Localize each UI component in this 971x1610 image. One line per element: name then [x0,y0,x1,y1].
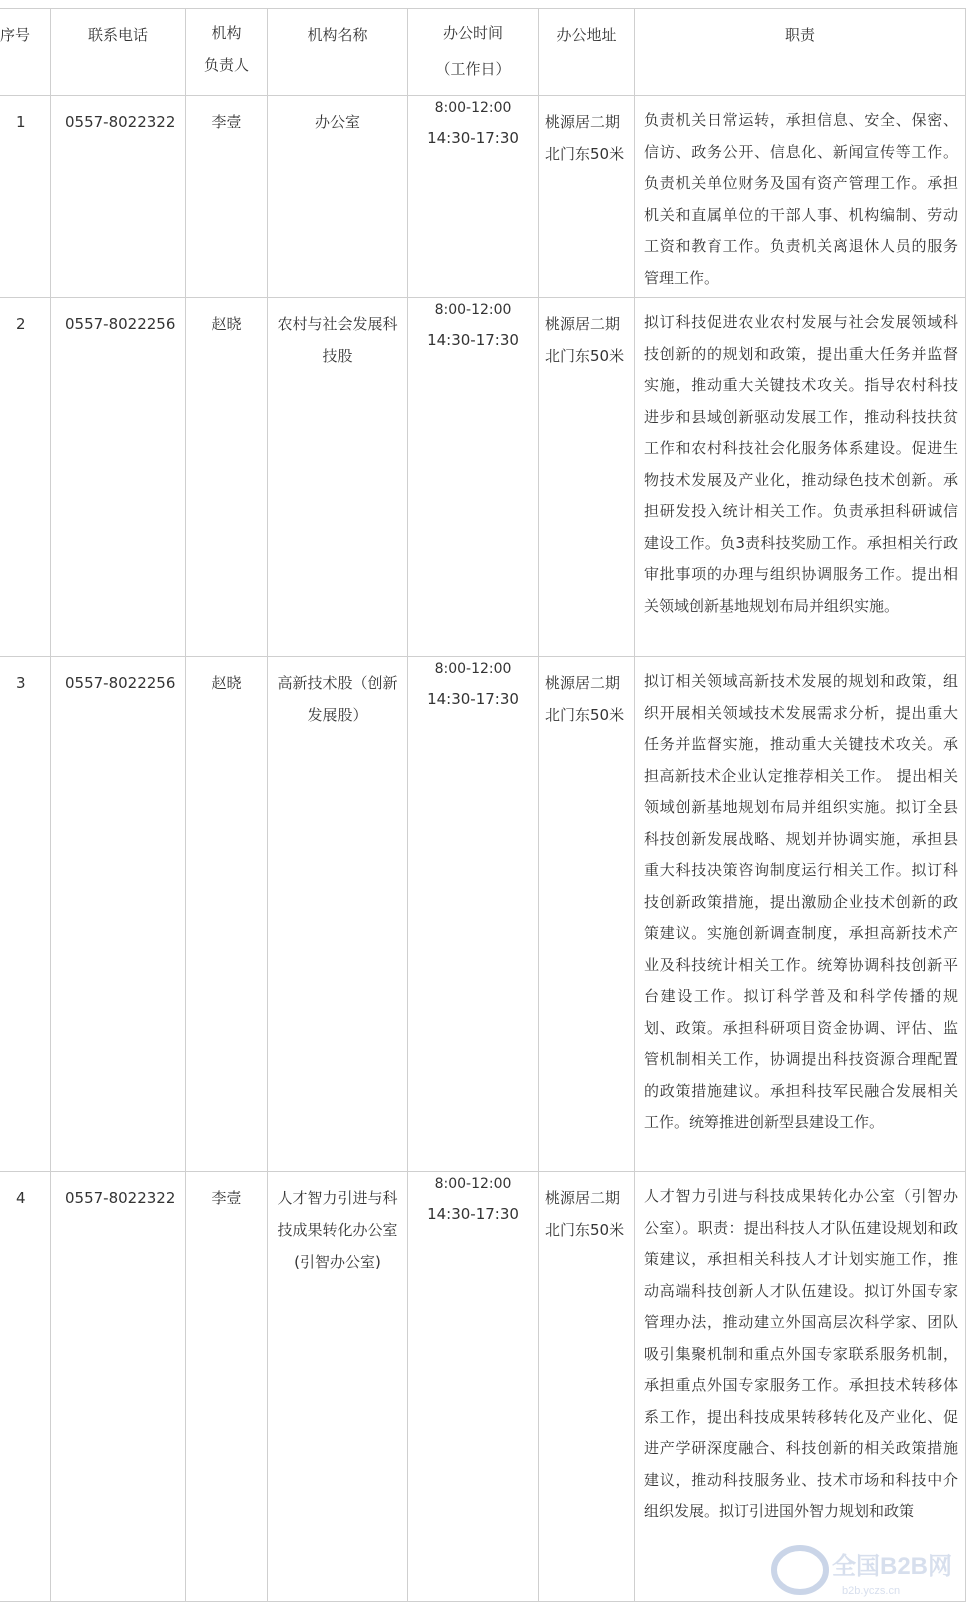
watermark-logo [760,1530,970,1610]
org-table [0,8,966,1602]
row-phone: 0557-8022256 [50,657,185,1171]
header-hours-line2: （工作日） [435,60,511,78]
header-leader-line1: 机构 [211,24,242,42]
header-seq: 序号 [0,26,31,44]
row-seq: 3 [16,674,26,692]
row-hours-pm: 14:30-17:30 [427,1205,519,1223]
row-hours-am: 8:00-12:00 [434,1176,512,1192]
header-hours [407,9,538,95]
table-row [0,95,966,297]
row-address: 桃源居二期北门东50米 [538,1172,634,1601]
watermark-text: 全国B2B网 [832,1553,953,1580]
row-hours [407,298,538,656]
header-leader-line2: 负责人 [203,56,249,74]
row-hours-pm: 14:30-17:30 [427,690,519,708]
row-org-name: 高新技术股（创新发展股） [267,657,407,1171]
table-header-row [0,8,966,95]
row-seq: 1 [16,113,26,131]
row-hours-am: 8:00-12:00 [434,100,512,116]
row-phone: 0557-8022322 [50,96,185,297]
row-duty: 拟订相关领域高新技术发展的规划和政策，组织开展相关领域技术发展需求分析，提出重大任务并监督实施，推动重大关键技术攻关。承担高新技术企业认定推荐相关工作。 提出相关领域创新基地规划布局并组织实施。拟订全县科技创新发展战略、规划并协调实施，承担县重大科技决策咨询制度运行相关工作。拟订科技创新政策措施，提出激励企业技术创新的政策建议。实施创新调查制度，承担高新技术产业及科技统计相关工作。统筹协调科技创新平台建设工作。拟订科学普及和科学传播的规划、政策。承担科研项目资金协调、评估、监管机制相关工作，协调提出科技资源合理配置的政策措施建议。承担科技军民融合发展相关工作。统筹推进创新型县建设工作。 [634,657,966,1171]
row-phone: 0557-8022322 [50,1172,185,1601]
row-hours [407,96,538,297]
row-seq: 4 [16,1189,26,1207]
watermark-subtext: b2b.yczs.cn [842,1585,901,1597]
table-row [0,656,966,1171]
header-hours-line1: 办公时间 [442,24,503,42]
row-org-name: 农村与社会发展科技股 [267,298,407,656]
table-row [0,297,966,656]
header-leader [185,9,267,95]
header-duty: 职责 [634,9,966,95]
header-org-name: 机构名称 [267,9,407,95]
row-hours-am: 8:00-12:00 [434,302,512,318]
row-hours-pm: 14:30-17:30 [427,129,519,147]
header-phone: 联系电话 [50,9,185,95]
row-address: 桃源居二期北门东50米 [538,96,634,297]
row-org-name: 人才智力引进与科技成果转化办公室(引智办公室) [267,1172,407,1601]
row-leader: 赵晓 [185,298,267,656]
watermark-emblem-icon [774,1548,826,1592]
row-phone: 0557-8022256 [50,298,185,656]
row-address: 桃源居二期北门东50米 [538,298,634,656]
row-duty: 负责机关日常运转，承担信息、安全、保密、信访、政务公开、信息化、新闻宣传等工作。负责机关单位财务及国有资产管理工作。承担机关和直属单位的干部人事、机构编制、劳动工资和教育工作。负责机关离退休人员的服务管理工作。 [634,96,966,297]
row-hours [407,657,538,1171]
row-hours-pm: 14:30-17:30 [427,331,519,349]
row-leader: 李壹 [185,96,267,297]
row-address: 桃源居二期北门东50米 [538,657,634,1171]
row-leader: 赵晓 [185,657,267,1171]
row-seq: 2 [16,315,26,333]
row-hours [407,1172,538,1601]
row-hours-am: 8:00-12:00 [434,661,512,677]
row-duty: 拟订科技促进农业农村发展与社会发展领域科技创新的的规划和政策，提出重大任务并监督实施，推动重大关键技术攻关。指导农村科技进步和县域创新驱动发展工作，推动科技扶贫工作和农村科技社会化服务体系建设。促进生物技术发展及产业化，推动绿色技术创新。承担研发投入统计相关工作。负责承担科研诚信建设工作。负3责科技奖励工作。承担相关行政审批事项的办理与组织协调服务工作。提出相关领域创新基地规划布局并组织实施。 [634,298,966,656]
header-address: 办公地址 [538,9,634,95]
row-leader: 李壹 [185,1172,267,1601]
row-duty: 人才智力引进与科技成果转化办公室（引智办公室）。职责：提出科技人才队伍建设规划和政策建议，承担相关科技人才计划实施工作，推动高端科技创新人才队伍建设。拟订外国专家管理办法，推动建立外国高层次科学家、团队吸引集聚机制和重点外国专家联系服务机制，承担重点外国专家服务工作。承担技术转移体系工作，提出科技成果转移转化及产业化、促进产学研深度融合、科技创新的相关政策措施建议，推动科技服务业、技术市场和科技中介组织发展。拟订引进国外智力规划和政策 [634,1172,966,1601]
row-org-name: 办公室 [267,96,407,297]
